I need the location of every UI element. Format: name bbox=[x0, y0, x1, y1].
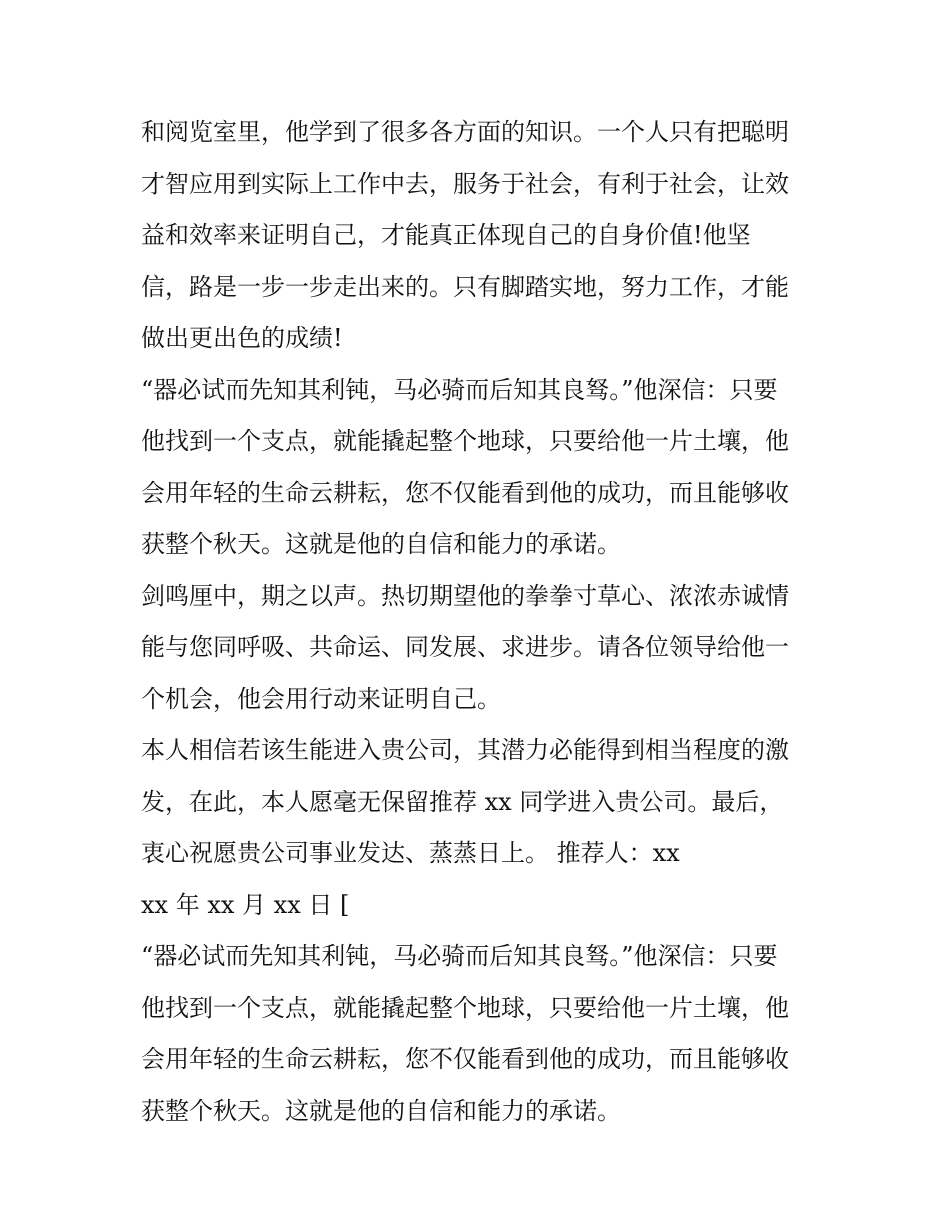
text-line: 信，路是一步一步走出来的。只有脚踏实地，努力工作，才能 bbox=[141, 272, 789, 301]
text-line: 做出更出色的成绩! bbox=[141, 324, 343, 352]
text-line: 会用年轻的生命云耕耘，您不仅能看到他的成功，而且能够收 bbox=[141, 478, 789, 507]
text-line: “器必试而先知其利钝，马必骑而后知其良驽。”他深信：只要 bbox=[141, 375, 778, 404]
text-line: 剑鸣厘中，期之以声。热切期望他的拳拳寸草心、浓浓赤诚情 bbox=[141, 581, 789, 610]
text-line: 获整个秋天。这就是他的自信和能力的承诺。 bbox=[141, 530, 621, 558]
text-line: “器必试而先知其利钝，马必骑而后知其良驽。”他深信：只要 bbox=[141, 942, 778, 970]
text-line: 他找到一个支点，就能撬起整个地球，只要给他一片土壤，他 bbox=[141, 427, 789, 455]
text-line: 个机会，他会用行动来证明自己。 bbox=[141, 684, 501, 713]
document-body bbox=[141, 107, 821, 1137]
text-line: 益和效率来证明自己，才能真正体现自己的自身价值!他坚 bbox=[141, 221, 751, 249]
text-line: 和阅览室里，他学到了很多各方面的知识。一个人只有把聪明 bbox=[141, 118, 789, 146]
text-line: 本人相信若该生能进入贵公司，其潜力必能得到相当程度的激 bbox=[141, 736, 789, 764]
text-line: 会用年轻的生命云耕耘，您不仅能看到他的成功，而且能够收 bbox=[141, 1045, 789, 1073]
text-line: 能与您同呼吸、共命运、同发展、求进步。请各位领导给他一 bbox=[141, 633, 789, 661]
text-line: 衷心祝愿贵公司事业发达、蒸蒸日上。 推荐人：xx bbox=[141, 839, 680, 867]
text-line: 获整个秋天。这就是他的自信和能力的承诺。 bbox=[141, 1096, 621, 1125]
text-line: 才智应用到实际上工作中去，服务于社会，有利于社会，让效 bbox=[141, 169, 789, 198]
text-line: 发，在此，本人愿毫无保留推荐 xx 同学进入贵公司。最后， bbox=[141, 787, 784, 816]
text-line: xx 年 xx 月 xx 日 [ bbox=[141, 890, 350, 919]
text-line: 他找到一个支点，就能撬起整个地球，只要给他一片土壤，他 bbox=[141, 993, 789, 1022]
